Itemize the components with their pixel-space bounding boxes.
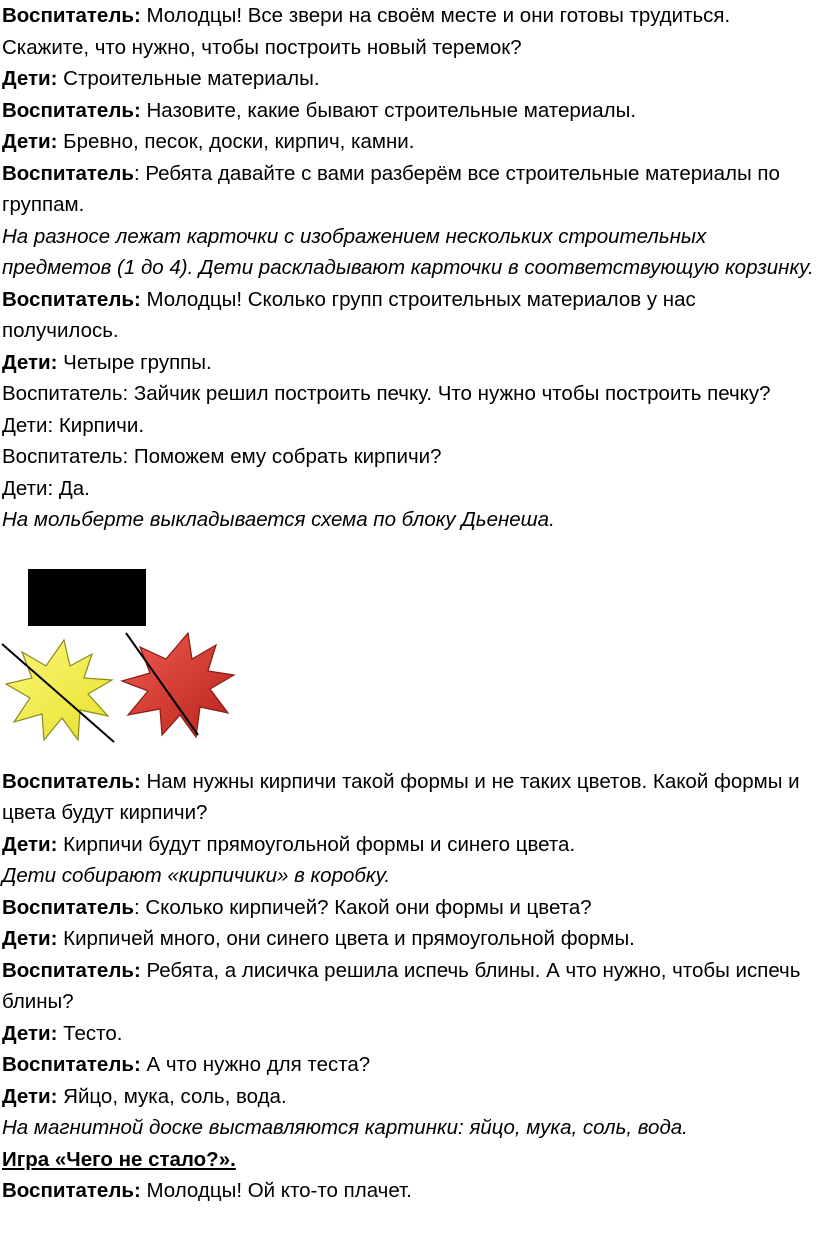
dialogue-line: [0, 158, 814, 221]
red-star-shape: [122, 633, 234, 737]
dialogue-line: [0, 892, 814, 924]
speaker-label: Дети:: [2, 1021, 58, 1045]
dialogue-line: [0, 284, 814, 347]
line-text: А что нужно для теста?: [140, 1053, 371, 1076]
stage-note: Дети собирают «кирпичики» в коробку.: [2, 864, 391, 887]
game-title: Игра «Чего не стало?».: [2, 1147, 236, 1171]
speaker-label: Дети:: [2, 130, 58, 153]
speaker-label: Воспитатель:: [2, 769, 141, 793]
line-text: Нам нужны кирпичи такой формы и не таких цветов. Какой формы и цвета будут кирпичи?: [2, 769, 800, 824]
line-text: : Ребята давайте с вами разберём все строительные материалы по группам.: [2, 161, 780, 216]
speaker-label: Воспитатель:: [2, 287, 141, 311]
dialogue-line: [0, 1081, 814, 1113]
dialogue-line: [0, 955, 814, 1018]
line-text: Тесто.: [57, 1021, 123, 1045]
speaker-label: Воспитатель:: [2, 958, 141, 982]
line-text: Бревно, песок, доски, кирпич, камни.: [57, 130, 415, 153]
stage-note: На магнитной доске выставляются картинки: яйцо, мука, соль, вода.: [2, 1116, 688, 1139]
speaker-label: Дети:: [2, 832, 58, 856]
dialogue-line: [0, 95, 814, 127]
speaker-label: Воспитатель:: [2, 98, 141, 122]
plain-dialogue-line: Дети: Кирпичи.: [2, 413, 145, 437]
dialogue-line: [0, 829, 814, 861]
line-text: : Сколько кирпичей? Какой они формы и цвета?: [133, 895, 592, 919]
dialogue-line: [0, 766, 814, 829]
line-text: Молодцы! Все звери на своём месте и они готовы трудиться. Скажите, что нужно, чтобы построить новый теремок?: [2, 4, 731, 59]
line-text: Назовите, какие бывают строительные материалы.: [140, 98, 637, 122]
dialogue-line: [0, 923, 814, 955]
line-text: Молодцы! Сколько групп строительных материалов у нас получилось.: [2, 287, 696, 342]
dialogue-line: [0, 347, 814, 379]
line-text: Яйцо, мука, соль, вода.: [57, 1084, 287, 1108]
dienes-block-scheme: [0, 536, 816, 766]
line-text: Молодцы! Ой кто-то плачет.: [140, 1179, 412, 1202]
line-text: Кирпичей много, они синего цвета и прямоугольной формы.: [57, 927, 635, 950]
speaker-label: Дети:: [2, 1084, 58, 1108]
speaker-label: Воспитатель:: [2, 4, 141, 27]
black-rectangle-block: [28, 569, 146, 626]
line-text: Кирпичи будут прямоугольной формы и синего цвета.: [57, 832, 576, 856]
stage-note: На разносе лежат карточки с изображением нескольких строительных предметов (1 до 4). Дети раскладывают карточки в соответствующую корзинку.: [2, 224, 814, 279]
plain-dialogue-line: Воспитатель: Зайчик решил построить печку. Что нужно чтобы построить печку?: [2, 382, 771, 405]
dialogue-line: [0, 1049, 814, 1081]
dialogue-line: [0, 0, 814, 63]
speaker-label: Дети:: [2, 67, 58, 90]
speaker-label: Дети:: [2, 350, 58, 374]
line-text: Четыре группы.: [57, 350, 212, 374]
stage-note: На мольберте выкладывается схема по блоку Дьенеша.: [2, 508, 555, 531]
speaker-label: Воспитатель:: [2, 1053, 141, 1076]
yellow-star-shape: [6, 640, 112, 740]
speaker-label: Воспитатель: [2, 161, 134, 185]
dialogue-line: [0, 1018, 814, 1050]
line-text: Строительные материалы.: [57, 67, 320, 90]
speaker-label: Дети:: [2, 927, 58, 950]
line-text: Ребята, а лисичка решила испечь блины. А что нужно, чтобы испечь блины?: [2, 958, 801, 1013]
crossed-yellow-star-icon: [0, 636, 120, 746]
plain-dialogue-line: Дети: Да.: [2, 476, 90, 500]
dialogue-line: [0, 126, 814, 158]
dialogue-line: [0, 63, 814, 95]
dialogue-line: [0, 1175, 814, 1207]
crossed-red-star-icon: [118, 631, 238, 741]
speaker-label: Воспитатель: [2, 895, 134, 919]
plain-dialogue-line: Воспитатель: Поможем ему собрать кирпичи?: [2, 445, 442, 468]
speaker-label: Воспитатель:: [2, 1179, 141, 1202]
